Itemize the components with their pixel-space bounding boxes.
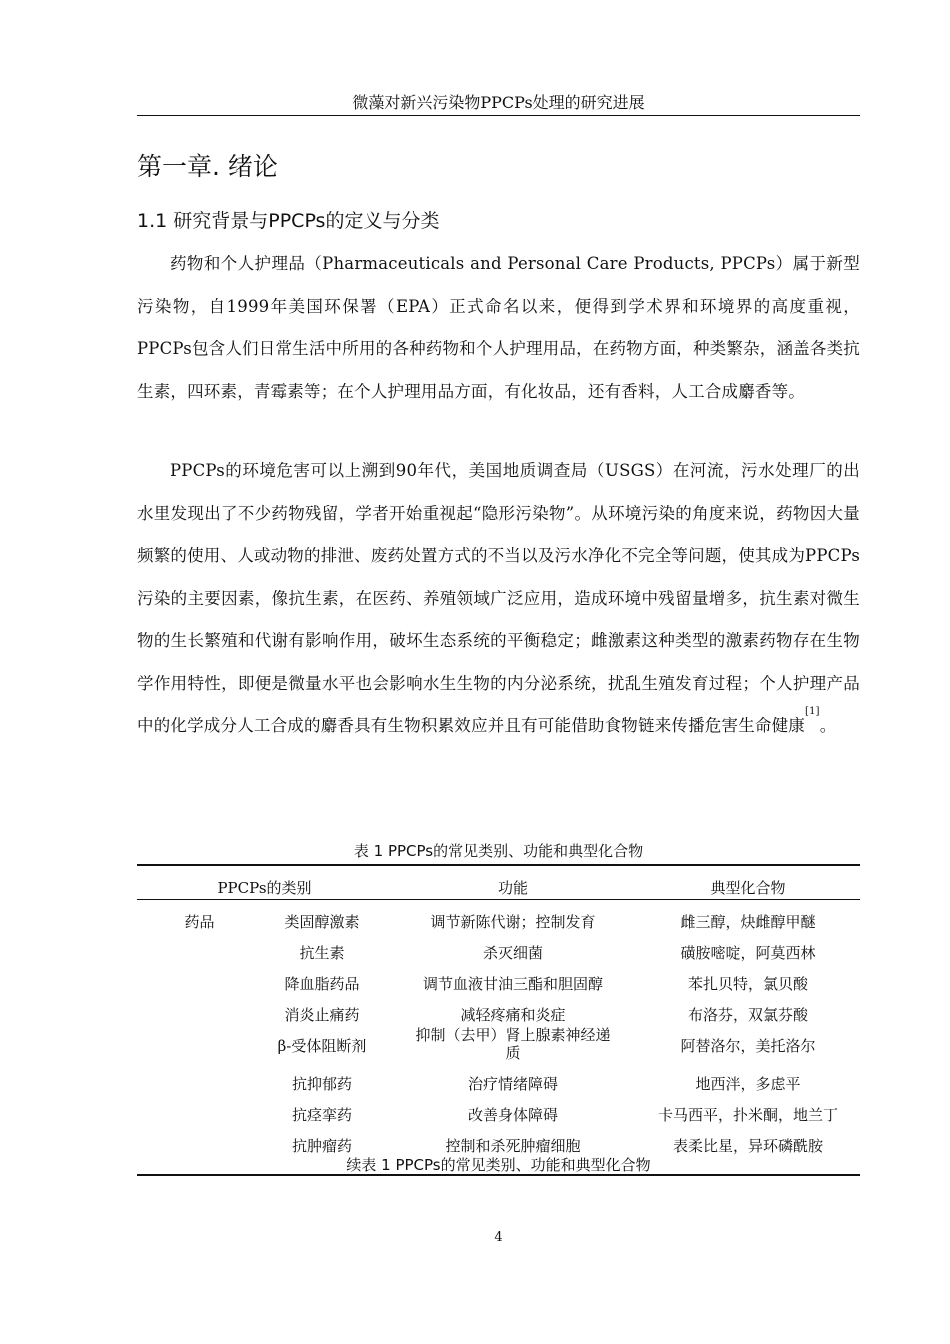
header-rule xyxy=(137,115,860,116)
table-continued-caption: 续表 1 PPCPs的常见类别、功能和典型化合物 xyxy=(346,1156,651,1174)
table-row-compounds: 布洛芬，双氯芬酸 xyxy=(687,1006,808,1024)
table-row-subcategory: 抗肿瘤药 xyxy=(291,1137,352,1155)
table-top-rule xyxy=(137,864,860,866)
paragraph-text: PPCPs的环境危害可以上溯到90年代，美国地质调查局（USGS）在河流，污水处理厂的出水里发现出了不少药物残留，学者开始重视起“隐形污染物”。从环境污染的角度来说，药物因大量频繁的使用、人或动物的排泄、废药处置方式的不当以及污水净化不完全等问题，使其成为PPCPs污染的主要因素，像抗生素，在医药、养殖领域广泛应用，造成环境中残留量增多，抗生素对微生物的生长繁殖和代谢有影响作用，破坏生态系统的平衡稳定；雌激素这种类型的激素药物存在生物学作用特性，即便是微量水平也会影响水生生物的内分泌系统，扰乱生殖发育过程；个人护理产品中的化学成分人工合成的麝香具有生物积累效应并且有可能借助食物链来传播危害生命健康 xyxy=(137,461,860,735)
table-header-rule xyxy=(137,899,860,900)
table-row-function: 改善身体障碍 xyxy=(467,1106,558,1124)
table-row-subcategory: 类固醇激素 xyxy=(284,913,360,931)
table-row-function: 减轻疼痛和炎症 xyxy=(460,1006,566,1024)
page-number: 4 xyxy=(494,1230,503,1245)
section-title: 1.1 研究背景与PPCPs的定义与分类 xyxy=(137,210,440,232)
table-row-function: 调节新陈代谢；控制发育 xyxy=(430,913,596,931)
paragraph-end-punctuation: 。 xyxy=(819,716,837,735)
table-caption: 表 1 PPCPs的常见类别、功能和典型化合物 xyxy=(353,842,644,860)
running-header: 微藻对新兴污染物PPCPs处理的研究进展 xyxy=(352,93,645,112)
table-row-function-line1: 抑制（去甲）肾上腺素神经递 xyxy=(415,1026,611,1044)
table-row-compounds: 表柔比星，异环磷酰胺 xyxy=(672,1137,823,1155)
table-row-function: 杀灭细菌 xyxy=(482,944,543,962)
table-row-subcategory: β-受体阻断剂 xyxy=(277,1037,367,1055)
table-row-compounds: 磺胺嘧啶，阿莫西林 xyxy=(680,944,816,962)
header-ppcps-type: PPCPs的类别 xyxy=(217,879,312,897)
paragraph-ppcps-definition: 药物和个人护理品（Pharmaceuticals and Personal Care Products, PPCPs）属于新型污染物，自1999年美国环保署（EPA）正式命名以来，便得到学术界和环境界的高度重视，PPCPs包含人们日常生活中所用的各种药物和个人护理用品，在药物方面，种类繁杂，涵盖各类抗生素，四环素，青霉素等；在个人护理用品方面，有化妆品，还有香料，人工合成麝香等。 xyxy=(137,254,860,401)
table-row-function: 治疗情绪障碍 xyxy=(467,1075,558,1093)
table-row-subcategory: 抗生素 xyxy=(299,944,345,962)
table-row-compounds: 苯扎贝特，氯贝酸 xyxy=(687,975,808,993)
table-row-compounds: 阿替洛尔，美托洛尔 xyxy=(680,1037,816,1055)
table-row-subcategory: 抗抑郁药 xyxy=(291,1075,352,1093)
header-compounds: 典型化合物 xyxy=(710,879,786,897)
citation-reference: [1] xyxy=(805,706,820,717)
table-row-function-line2: 质 xyxy=(505,1044,521,1062)
table-row-compounds: 雌三醇，炔雌醇甲醚 xyxy=(680,913,816,931)
table-row-subcategory: 降血脂药品 xyxy=(284,975,360,993)
table-category-drugs: 药品 xyxy=(184,913,215,931)
paragraph-ppcps-hazards xyxy=(137,450,860,748)
table-row-function: 控制和杀死肿瘤细胞 xyxy=(445,1137,581,1155)
table-row-function: 调节血液甘油三酯和胆固醇 xyxy=(422,975,603,993)
header-function: 功能 xyxy=(497,879,528,897)
table-row-subcategory: 抗痉挛药 xyxy=(291,1106,352,1124)
chapter-title: 第一章. 绪论 xyxy=(137,152,278,181)
table-row-compounds: 卡马西平，扑米酮，地兰丁 xyxy=(657,1106,838,1124)
table-row-subcategory: 消炎止痛药 xyxy=(284,1006,360,1024)
table-bottom-rule xyxy=(137,1174,860,1176)
table-row-compounds: 地西泮，多虑平 xyxy=(695,1075,801,1093)
